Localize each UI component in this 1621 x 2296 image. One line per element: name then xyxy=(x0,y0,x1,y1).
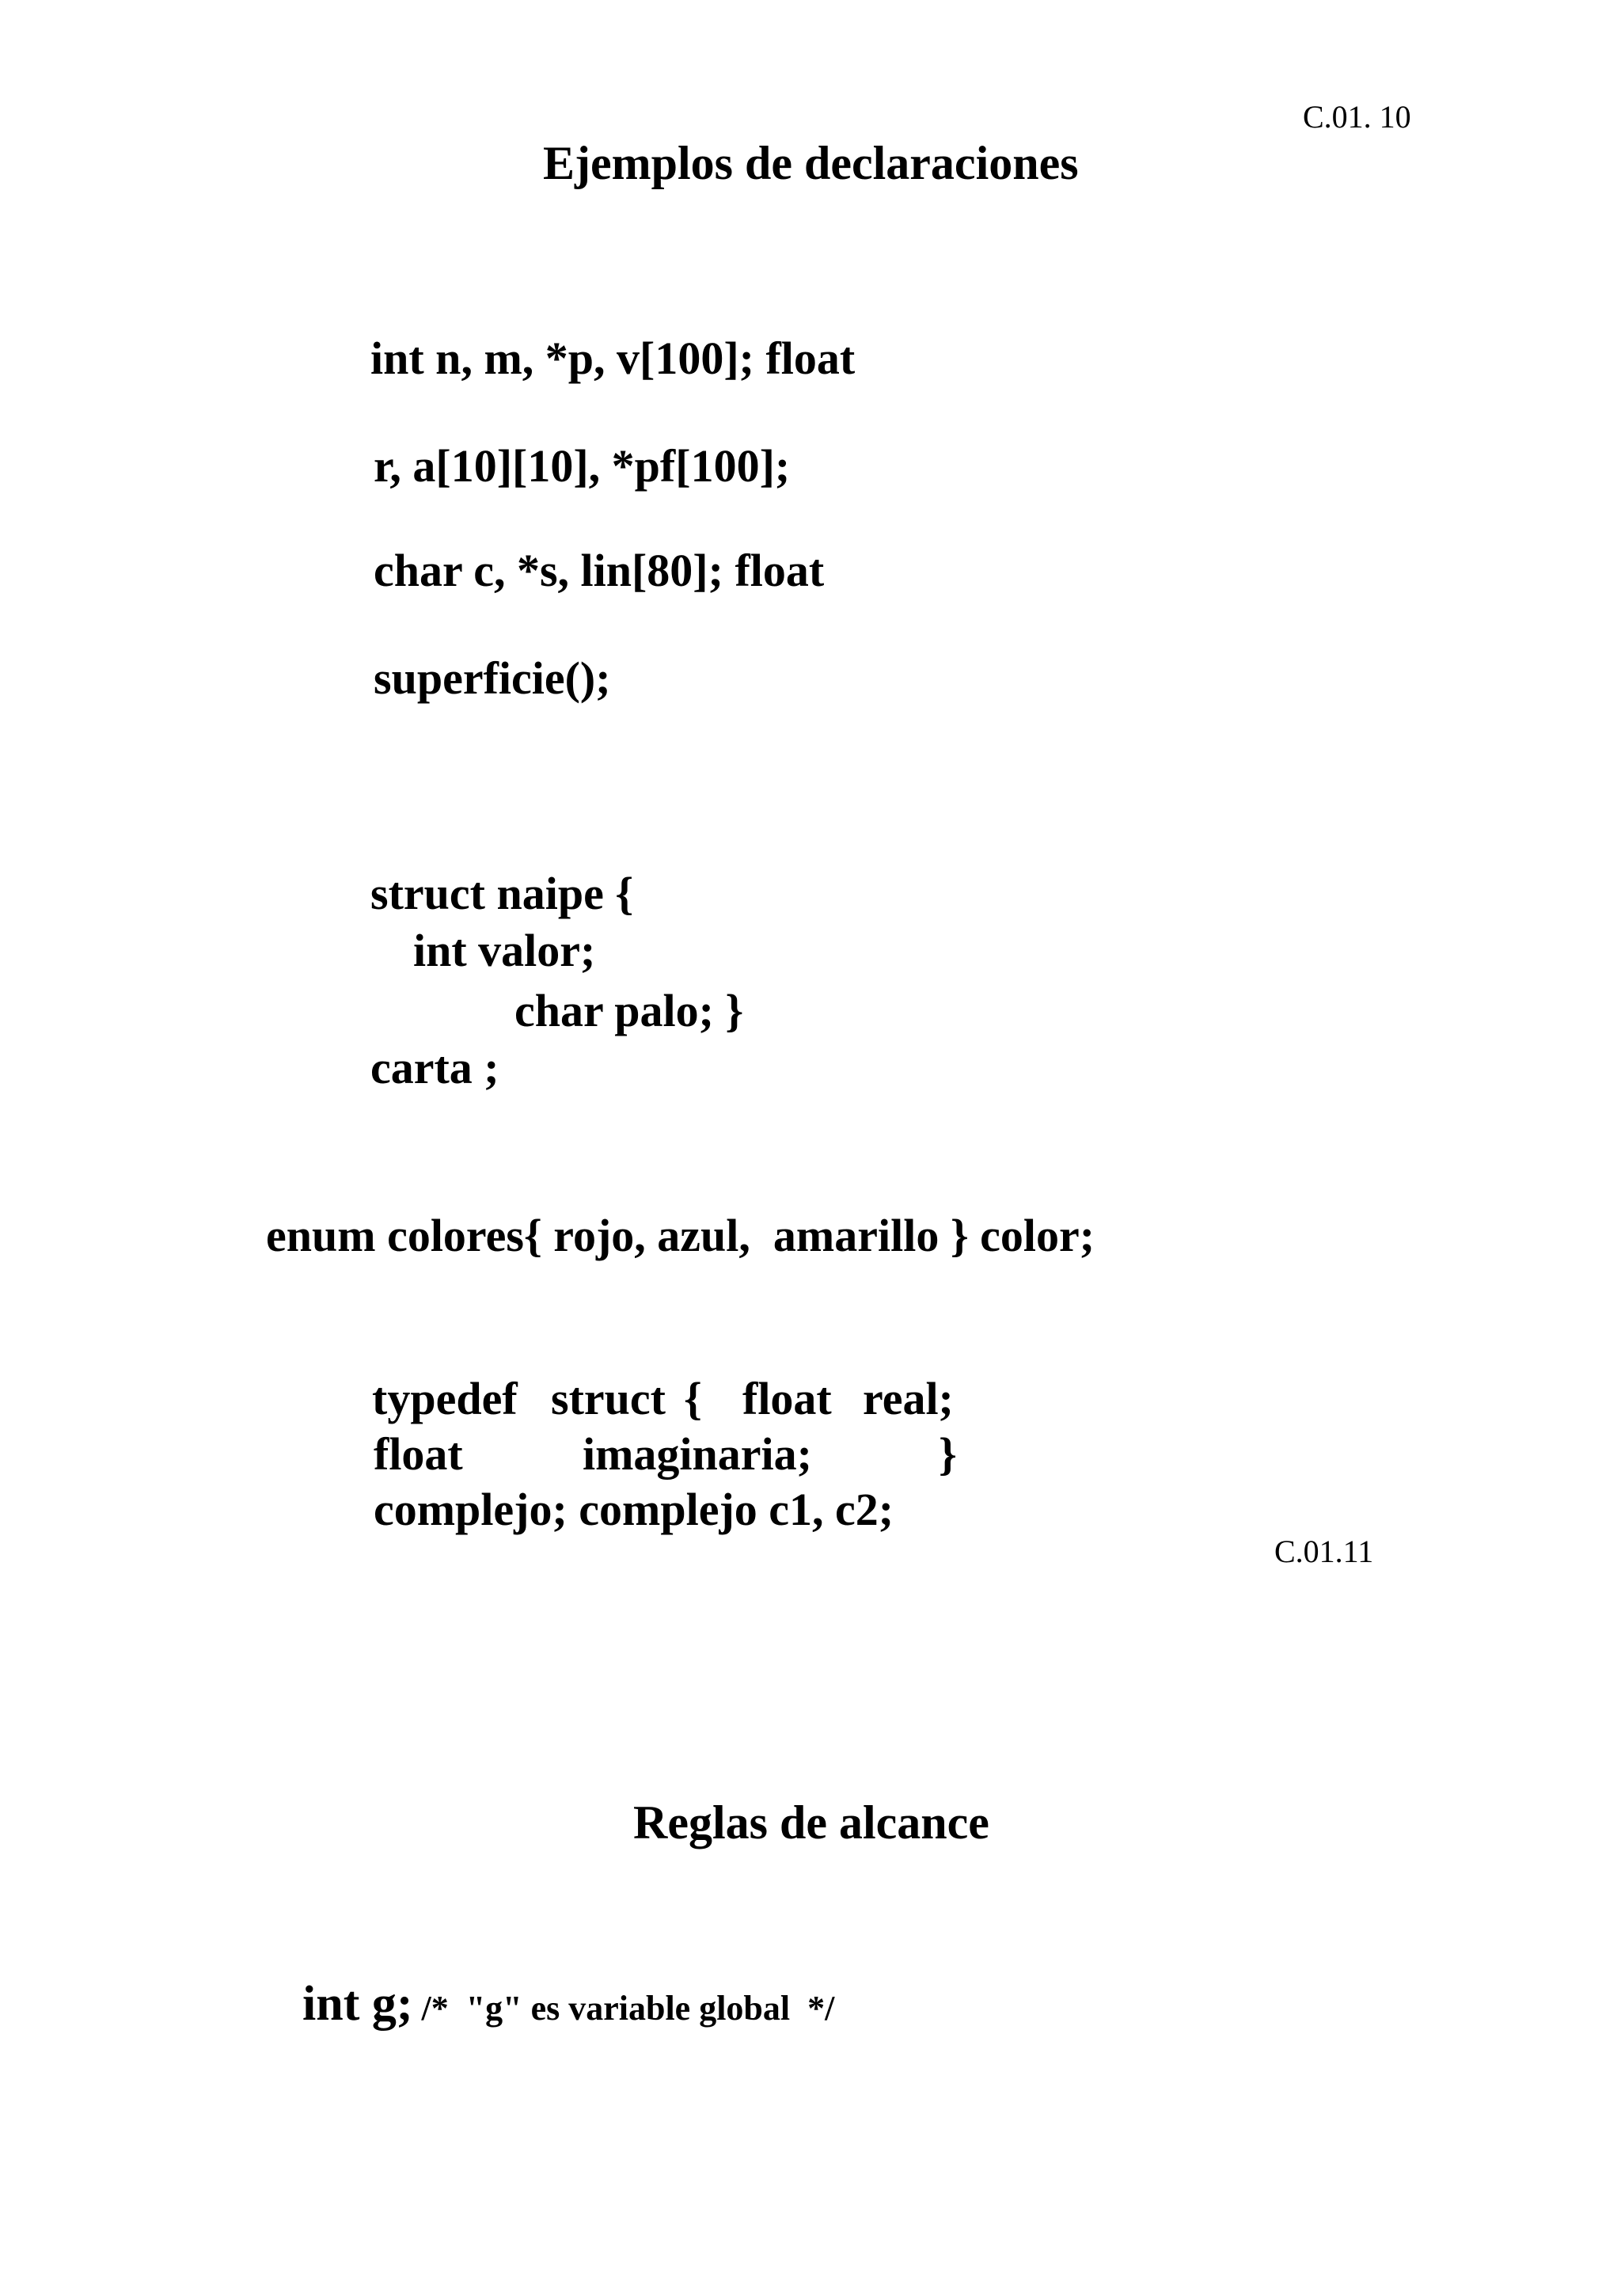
code-line: char palo; } xyxy=(514,985,744,1036)
code-line: char c, *s, lin[80]; float xyxy=(374,545,825,596)
code-comment: /* "g" es variable global */ xyxy=(412,1989,835,2028)
page-number: C.01. 10 xyxy=(1303,99,1411,135)
code-token: real; xyxy=(863,1373,954,1424)
code-token: float xyxy=(374,1428,463,1480)
code-line: int n, m, *p, v[100]; float xyxy=(370,333,856,384)
code-token: imaginaria; xyxy=(583,1428,812,1480)
code-line: struct naipe { xyxy=(370,868,634,919)
code-text: int g; xyxy=(302,1977,413,2031)
code-token: struct xyxy=(551,1373,666,1424)
code-token: float xyxy=(742,1373,832,1424)
code-token: { xyxy=(684,1373,702,1424)
section-title: Reglas de alcance xyxy=(633,1796,989,1849)
section-title: Ejemplos de declaraciones xyxy=(543,137,1079,189)
code-line: complejo; complejo c1, c2; xyxy=(374,1484,894,1535)
code-line: r, a[10][10], *pf[100]; xyxy=(374,440,791,492)
code-token: typedef xyxy=(372,1373,518,1424)
page-number: C.01.11 xyxy=(1274,1534,1374,1569)
code-token: } xyxy=(939,1428,957,1480)
code-line: carta ; xyxy=(370,1042,499,1093)
code-line: enum colores{ rojo, azul, amarillo } color; xyxy=(266,1210,1095,1261)
code-line: superficie(); xyxy=(374,652,611,704)
code-line: int valor; xyxy=(413,925,596,976)
code-line xyxy=(296,1965,835,2031)
